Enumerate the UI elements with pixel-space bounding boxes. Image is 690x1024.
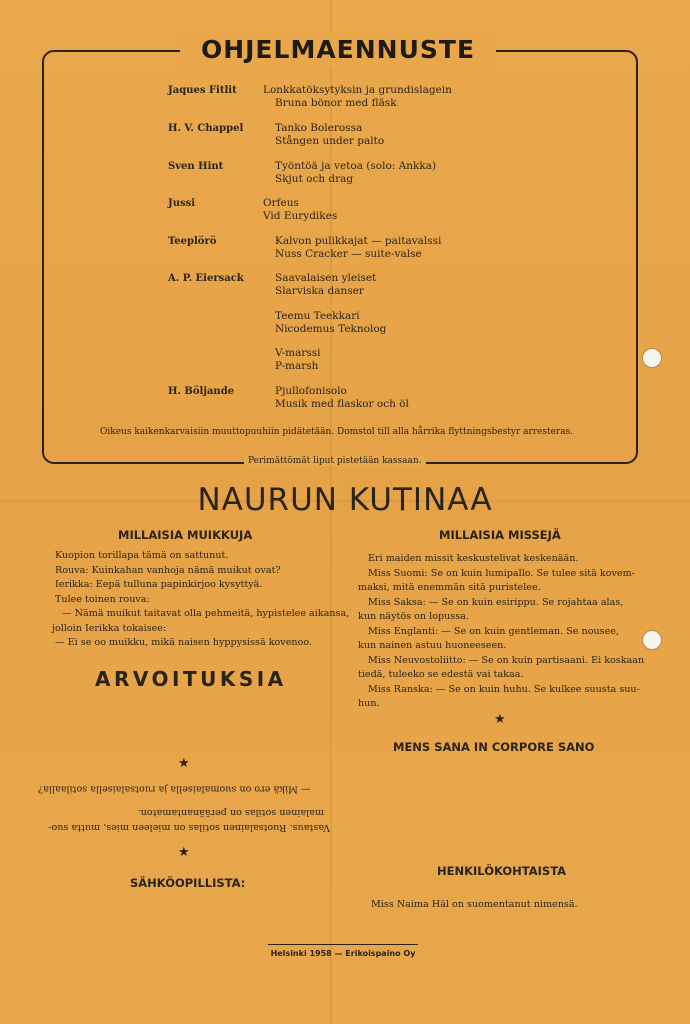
work-sv: Skjut och drag xyxy=(275,173,354,185)
text-line: Eri maiden missit keskustelivat keskenään. xyxy=(368,553,579,564)
mens-sana-heading: MENS SANA IN CORPORE SANO xyxy=(393,740,595,754)
text-line: hun. xyxy=(358,698,380,709)
arvoitus-answer-upside-down xyxy=(38,805,330,834)
work-fi: Saavalaisen yleiset xyxy=(275,272,377,284)
text-line: — Mikä ero on suomalaisella ja ruotsalaisella sotilaalla? xyxy=(38,783,311,795)
text-line: Kuopion torillapa tämä on sattunut. xyxy=(55,550,229,561)
muikkuja-text xyxy=(52,549,349,651)
text-line: Ierikka: Eepä tulluna papinkirjoo kysyttyä. xyxy=(55,579,263,590)
star-icon: ★ xyxy=(494,712,506,727)
work-fi: Teemu Teekkari xyxy=(275,310,360,322)
work-sv: Stången under palto xyxy=(275,135,385,147)
work-sv: Nuss Cracker — suite-valse xyxy=(275,248,422,260)
misseja-text xyxy=(358,552,643,712)
arvoitus-question-upside-down xyxy=(38,781,330,796)
text-line: — Nämä muikut taitavat olla pehmeitä, hypistelee aikansa, xyxy=(62,608,350,619)
work-fi: Tanko Bolerossa xyxy=(275,122,363,134)
text-line: kun näytös on lopussa. xyxy=(358,611,469,622)
text-line: tiedä, tuleeko se edestä vai takaa. xyxy=(358,669,524,680)
text-line: — Ei se oo muikku, mikä naisen hyppysissä kovenoo. xyxy=(55,637,313,648)
performer: Teeplörö xyxy=(168,236,217,247)
work-sv: Bruna bönor med fläsk xyxy=(275,97,397,109)
program-notice: Oikeus kaikenkarvaisiin muuttopuuhiin pidätetään. Domstol till alla hårrika flyttningsbestyr arresteras. xyxy=(100,427,574,437)
arvoituksia-heading: ARVOITUKSIA xyxy=(95,667,287,691)
henkilokohtaista-heading: HENKILÖKOHTAISTA xyxy=(437,864,567,878)
text-line: jolloin Ierikka tokaisee: xyxy=(52,622,167,634)
work-sv: Musik med flaskor och öl xyxy=(275,398,409,410)
performer: H. V. Chappel xyxy=(168,123,244,134)
work-fi: Orfeus xyxy=(263,197,299,209)
program-title: OHJELMAENNUSTE xyxy=(180,33,496,67)
punch-hole-top xyxy=(642,348,662,368)
sahkoopillista-heading: SÄHKÖOPILLISTA: xyxy=(130,876,246,890)
text-line: Tulee toinen rouva: xyxy=(55,593,150,605)
performer: Jaques Fitlit xyxy=(168,85,237,96)
text-line: Miss Ranska: — Se on kuin huhu. Se kulkee suusta suu- xyxy=(368,683,640,695)
work-fi: Lonkkatöksytyksin ja grundislagein xyxy=(263,84,452,96)
work-sv: Nicodemus Teknolog xyxy=(275,323,387,335)
star-icon: ★ xyxy=(178,845,190,860)
text-line: maksi, mitä enemmän sitä puristelee. xyxy=(358,582,541,593)
star-icon: ★ xyxy=(178,756,190,771)
work-sv: Vid Eurydikes xyxy=(263,210,338,222)
henkilokohtaista-text: Miss Naima Häl on suomentanut nimensä. xyxy=(371,899,578,910)
text-line: kun nainen astuu huoneeseen. xyxy=(358,640,507,651)
work-fi: V-marssi xyxy=(275,347,321,359)
performer: Sven Hint xyxy=(168,161,224,172)
text-line: Vastaus. Ruotsalainen sotilas on mieleen mies, mutta suo- xyxy=(48,822,330,833)
text-line: Rouva: Kuinkahan vanhoja nämä muikut ovat? xyxy=(55,564,281,576)
text-line: Miss Englanti: — Se on kuin gentleman. Se nousee, xyxy=(368,625,619,637)
work-fi: Kalvon pulikkajat — paitavalssi xyxy=(275,235,442,247)
text-line: Miss Neuvostoliitto: — Se on kuin partisaani. Ei koskaan xyxy=(368,654,645,666)
performer: Jussi xyxy=(168,198,196,209)
work-fi: Työntöä ja vetoa (solo: Ankka) xyxy=(275,160,437,172)
text-line: Miss Saksa: — Se on kuin esirippu. Se rojahtaa alas, xyxy=(368,596,624,608)
program-tickets: Perimättömät liput pistetään kassaan. xyxy=(244,456,426,466)
text-line: Miss Suomi: Se on kuin lumipallo. Se tulee sitä kovem- xyxy=(368,567,635,579)
printer-footer: Helsinki 1958 — Erikoispaino Oy xyxy=(268,944,418,958)
muikkuja-heading: MILLAISIA MUIKKUJA xyxy=(118,528,253,542)
work-fi: Pjullofonisolo xyxy=(275,385,347,397)
misseja-heading: MILLAISIA MISSEJÄ xyxy=(439,528,561,542)
work-sv: Slarviska danser xyxy=(275,285,364,297)
headline: NAURUN KUTINAA xyxy=(197,482,493,518)
performer: A. P. Eiersack xyxy=(168,273,244,284)
work-sv: P-marsh xyxy=(275,360,319,372)
performer: H. Böljande xyxy=(168,386,235,397)
text-line: malainen sotilas on peräänantamaton. xyxy=(137,807,324,819)
punch-hole-bottom xyxy=(642,630,662,650)
